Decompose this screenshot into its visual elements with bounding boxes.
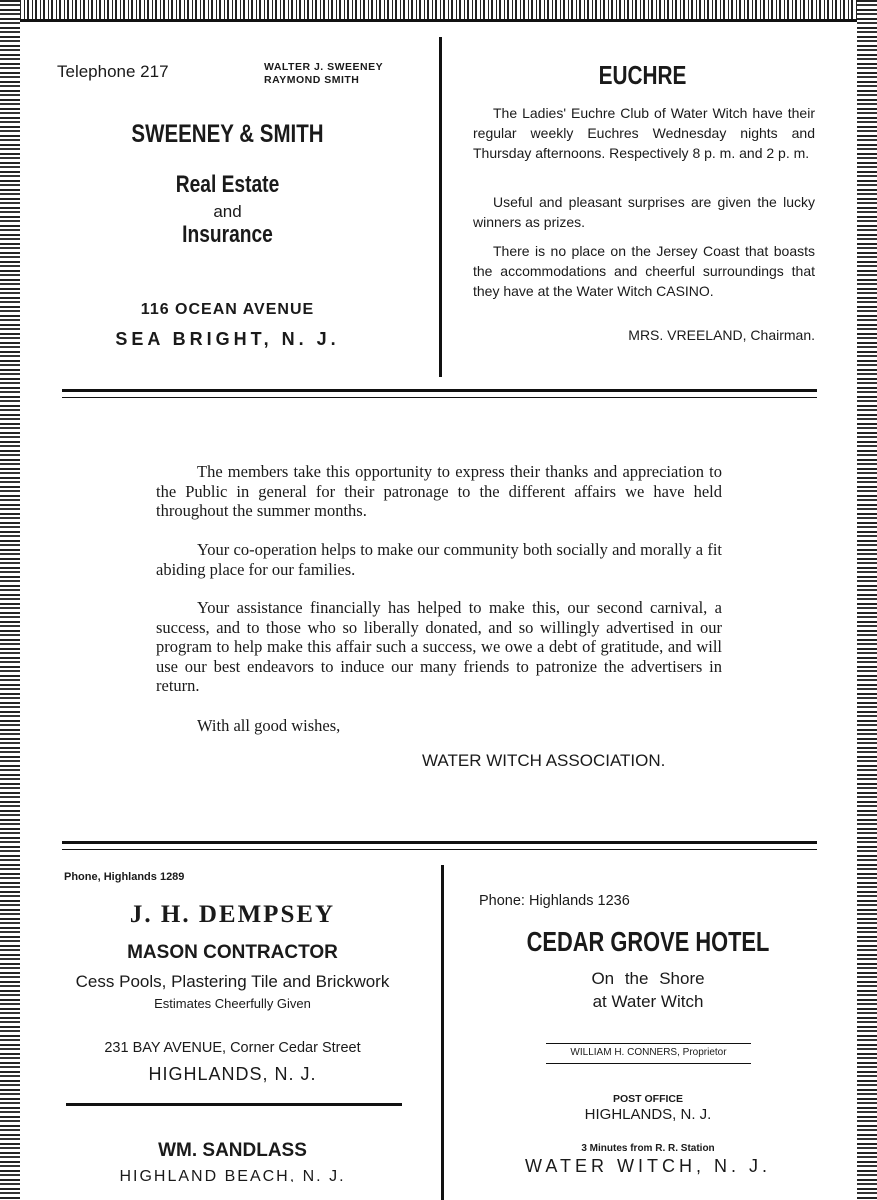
sweeney-name: SWEENEY & SMITH xyxy=(131,120,324,148)
euchre-paragraph-1: The Ladies' Euchre Club of Water Witch have their regular weekly Euchres Wednesday nights and Thursday afternoons. Respectively 8 p. m. and 2 p. m. xyxy=(473,105,815,161)
dempsey-estimates: Estimates Cheerfully Given xyxy=(154,996,311,1011)
cedar-proprietor: WILLIAM H. CONNERS, Proprietor xyxy=(570,1047,727,1058)
section-rule-2-thin xyxy=(62,849,817,850)
section-rule-1-thin xyxy=(62,397,817,398)
letter-closing: With all good wishes, xyxy=(197,716,341,735)
euchre-paragraph-2: Useful and pleasant surprises are given the lucky winners as prizes. xyxy=(473,194,815,230)
cedar-po-city: HIGHLANDS, N. J. xyxy=(584,1106,712,1123)
sweeney-telephone: Telephone 217 xyxy=(57,62,169,81)
sweeney-line1: Real Estate xyxy=(175,171,280,198)
cedar-po-label: POST OFFICE xyxy=(612,1093,683,1105)
cedar-line2: at Water Witch xyxy=(592,992,704,1011)
ornamental-border-right xyxy=(857,0,877,1200)
euchre-paragraph-3: There is no place on the Jersey Coast that boasts the accommodations and cheerful surroundings that they have at the Water Witch CASINO. xyxy=(473,243,815,299)
cedar-city: WATER WITCH, N. J. xyxy=(525,1156,771,1176)
dempsey-name: J. H. DEMPSEY xyxy=(129,901,336,928)
section-rule-1 xyxy=(62,389,817,392)
cedar-phone: Phone: Highlands 1236 xyxy=(479,893,630,909)
dempsey-title: MASON CONTRACTOR xyxy=(127,942,338,963)
dempsey-services: Cess Pools, Plastering Tile and Brickwork xyxy=(75,972,390,991)
section-rule-2 xyxy=(62,841,817,844)
sweeney-address: 116 OCEAN AVENUE xyxy=(140,301,315,318)
dempsey-address: 231 BAY AVENUE, Corner Cedar Street xyxy=(104,1040,361,1056)
letter-paragraph-3: Your assistance financially has helped to make this, our second carnival, a success, and to those who so liberally donated, and so willingly advertised in our program to help make this affair such a success, we owe a debt of gratitude, and will use our best endeavors to induce our many friends to patronize the advertisers in return. xyxy=(156,598,722,695)
proprietor-rule-bottom xyxy=(546,1063,751,1064)
dempsey-phone: Phone, Highlands 1289 xyxy=(64,871,185,883)
column-divider-top xyxy=(439,37,442,377)
euchre-title: EUCHRE xyxy=(598,60,687,90)
proprietor-rule-top xyxy=(546,1043,751,1044)
euchre-signature: MRS. VREELAND, Chairman. xyxy=(628,327,815,343)
letter-signature: WATER WITCH ASSOCIATION. xyxy=(422,751,666,770)
column-divider-bottom xyxy=(441,865,444,1200)
sandlass-city: HIGHLAND BEACH, N. J. xyxy=(119,1168,346,1182)
letter-paragraph-2: Your co-operation helps to make our community both socially and morally a fit abiding place for our families. xyxy=(156,540,722,579)
cedar-station: 3 Minutes from R. R. Station xyxy=(581,1143,715,1154)
sweeney-city: SEA BRIGHT, N. J. xyxy=(115,329,340,349)
dempsey-rule xyxy=(66,1103,402,1106)
sandlass-name: WM. SANDLASS xyxy=(158,1140,307,1161)
sweeney-partner-1: WALTER J. SWEENEY xyxy=(264,61,384,73)
ornamental-border-left xyxy=(0,0,20,1200)
cedar-line1: On the Shore xyxy=(591,969,705,988)
sweeney-line2: and xyxy=(213,202,242,221)
ornamental-border-top xyxy=(0,0,877,22)
cedar-name: CEDAR GROVE HOTEL xyxy=(526,926,770,957)
sweeney-line3: Insurance xyxy=(182,221,273,248)
letter-paragraph-1: The members take this opportunity to express their thanks and appreciation to the Public in general for their patronage to the different affairs we have held throughout the summer months. xyxy=(156,462,722,520)
dempsey-city: HIGHLANDS, N. J. xyxy=(148,1064,317,1084)
sweeney-partner-2: RAYMOND SMITH xyxy=(264,74,360,86)
